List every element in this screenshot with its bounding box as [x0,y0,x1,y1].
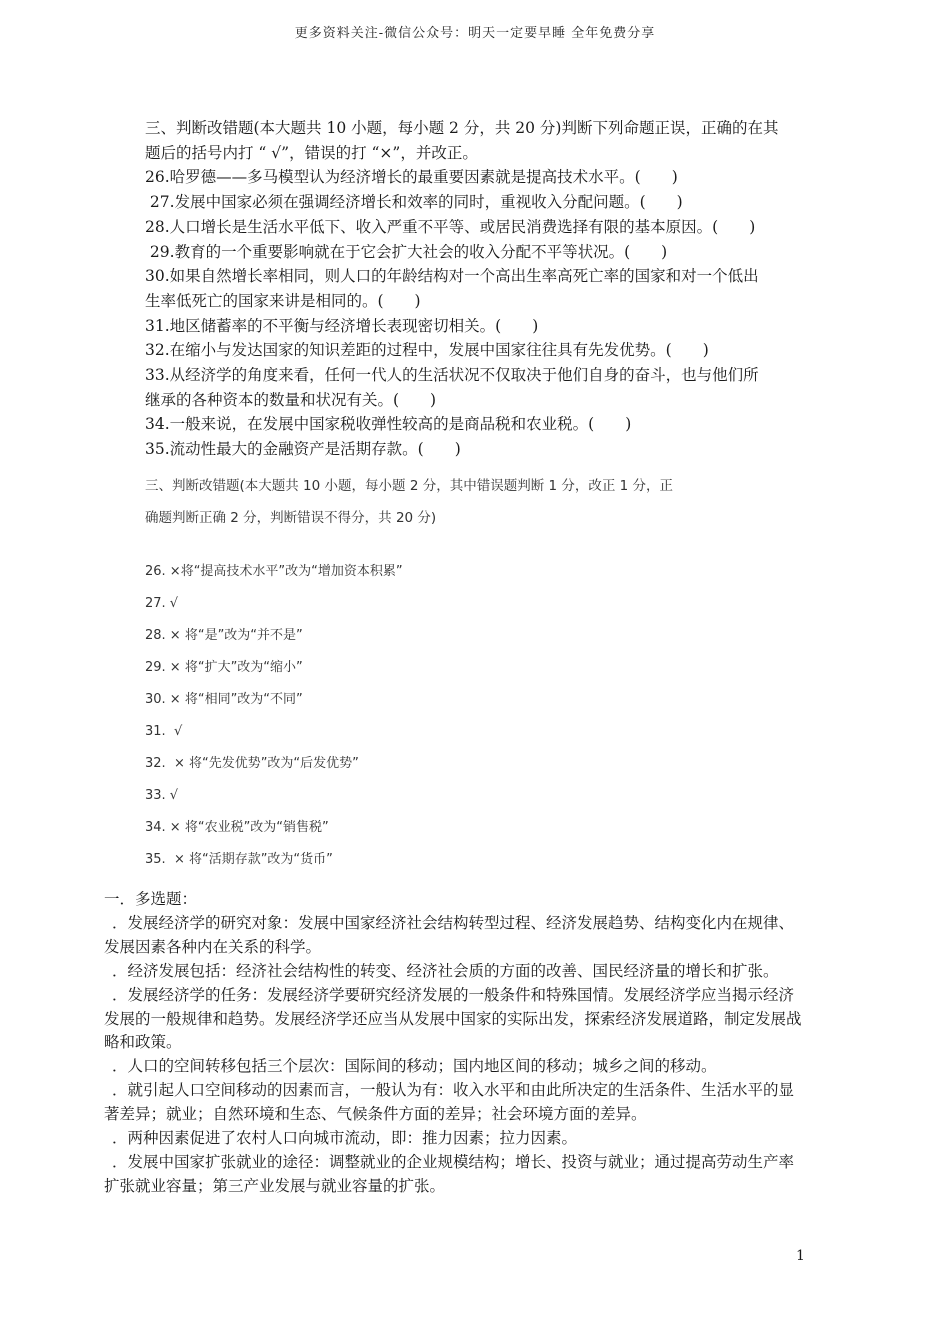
note-line: ．就引起人口空间移动的因素而言，一般认为有：收入水平和由此所决定的生活条件、生活水平的显 [112,1081,795,1100]
question-30-cont: 生率低死亡的国家来讲是相同的。( ) [145,291,421,310]
answer-key [145,470,765,876]
answer-heading-cont: 确题判断正确 2 分，判断错误不得分，共 20 分) [145,510,437,526]
answer-item: 35. × 将“活期存款”改为“货币” [145,852,333,867]
note-line: 扩张就业容量；第三产业发展与就业容量的扩张。 [104,1176,446,1195]
question-33-cont: 继承的各种资本的数量和状况有关。( ) [145,390,437,409]
answer-item: 29. × 将“扩大”改为“缩小” [145,660,303,675]
question-32: 32.在缩小与发达国家的知识差距的过程中，发展中国家往往具有先发优势。( ) [145,341,709,360]
section-title: 一．多选题： [104,890,198,908]
note-line: ．两种因素促进了农村人口向城市流动，即：推力因素；拉力因素。 [112,1129,578,1148]
question-30: 30.如果自然增长率相同，则人口的年龄结构对一个高出生率高死亡率的国家和对一个低出 [145,267,759,286]
answer-heading: 三、判断改错题(本大题共 10 小题，每小题 2 分，其中错误题判断 1 分，改正 1 分，正 [145,478,674,494]
question-31: 31.地区储蓄率的不平衡与经济增长表现密切相关。( ) [145,316,539,335]
answer-item: 31. √ [145,724,183,739]
note-line: ．经济发展包括：经济社会结构性的转变、经济社会质的方面的改善、国民经济量的增长和扩张。 [112,961,779,980]
true-false-questions [145,116,825,462]
question-29: 29.教育的一个重要影响就在于它会扩大社会的收入分配不平等状况。( ) [145,242,668,261]
note-line: ．人口的空间转移包括三个层次：国际间的移动；国内地区间的移动；城乡之间的移动。 [112,1057,717,1076]
page-header: 更多资料关注-微信公众号：明天一定要早睡 全年免费分享 [294,26,656,41]
answer-list [145,556,765,876]
note-line: 发展因素各种内在关系的科学。 [104,937,322,956]
note-line: 略和政策。 [104,1033,182,1052]
multiple-choice-notes [104,888,854,1199]
note-line: 著差异；就业；自然环境和生态、气候条件方面的差异；社会环境方面的差异。 [104,1105,647,1124]
question-33: 33.从经济学的角度来看，任何一代人的生活状况不仅取决于他们自身的奋斗，也与他们所 [145,366,759,385]
note-line: ．发展经济学的研究对象：发展中国家经济社会结构转型过程、经济发展趋势、结构变化内在规律、 [112,913,795,932]
question-35: 35.流动性最大的金融资产是活期存款。( ) [145,440,461,459]
answer-item: 27. √ [145,596,179,611]
answer-item: 32. × 将“先发优势”改为“后发优势” [145,756,359,771]
question-instructions-line: 三、判断改错题(本大题共 10 小题，每小题 2 分，共 20 分)判断下列命题正误，正确的在其 [145,119,779,137]
question-26: 26.哈罗德——多马模型认为经济增长的最重要因素就是提高技术水平。( ) [145,168,678,187]
question-28: 28.人口增长是生活水平低下、收入严重不平等、或居民消费选择有限的基本原因。( ) [145,217,756,236]
answer-item: 28. × 将“是”改为“并不是” [145,628,303,643]
question-34: 34.一般来说，在发展中国家税收弹性较高的是商品税和农业税。( ) [145,415,632,434]
answer-item: 30. × 将“相同”改为“不同” [145,692,303,707]
note-line: ．发展中国家扩张就业的途径：调整就业的企业规模结构；增长、投资与就业；通过提高劳动生产率 [112,1152,795,1171]
question-27: 27.发展中国家必须在强调经济增长和效率的同时，重视收入分配问题。( ) [145,193,683,212]
page-number: 1 [796,1248,805,1264]
question-instructions-line: 题后的括号内打 “ √”，错误的打 “×”，并改正。 [145,143,478,162]
answer-item: 33. √ [145,788,179,803]
note-line: ．发展经济学的任务：发展经济学要研究经济发展的一般条件和特殊国情。发展经济学应当揭示经济 [112,985,795,1004]
note-line: 发展的一般规律和趋势。发展经济学还应当从发展中国家的实际出发，探索经济发展道路，制定发展战 [104,1009,802,1028]
answer-item: 34. × 将“农业税”改为“销售税” [145,820,329,835]
answer-item: 26. ×将“提高技术水平”改为“增加资本积累” [145,564,403,579]
